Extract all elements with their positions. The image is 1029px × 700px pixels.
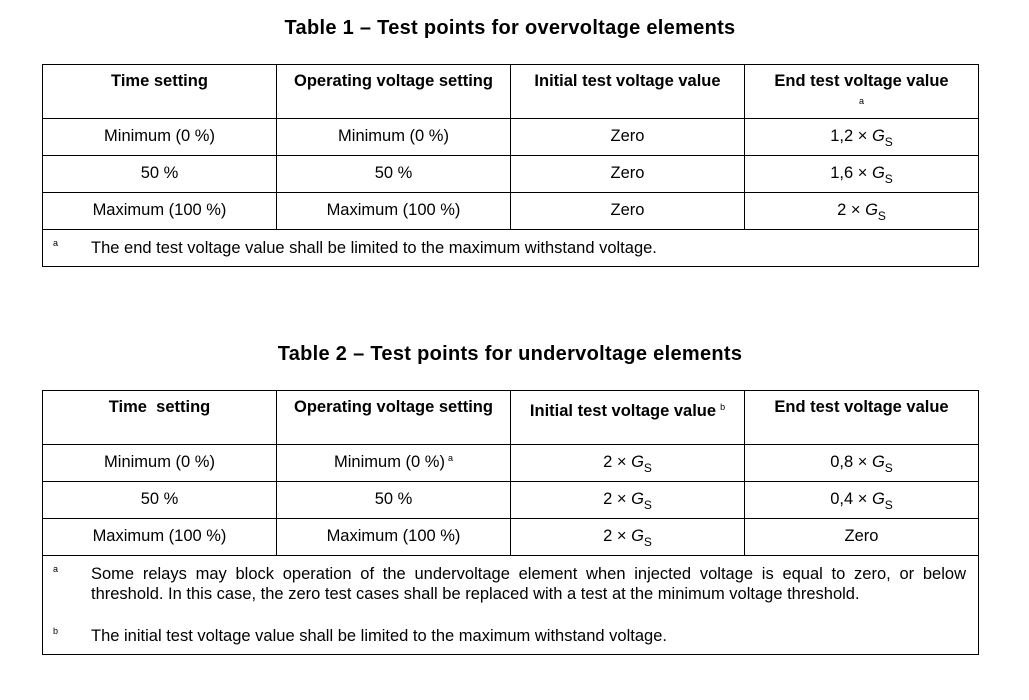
footnotes-cell xyxy=(43,230,979,267)
footnote-row xyxy=(43,556,979,655)
operating-cell: Maximum (100 %) xyxy=(277,193,511,230)
time-cell: Minimum (0 %) xyxy=(43,445,277,482)
end-cell: $0,8 \times G_S$ xyxy=(745,445,979,482)
table2-caption: Table 2 – Test points for undervoltage elements xyxy=(277,343,743,365)
footnote-text: The initial test voltage value shall be limited to the maximum withstand voltage. xyxy=(91,627,667,645)
initial-cell: $2 \times G_S$ xyxy=(511,482,745,519)
header-operating-voltage: Operating voltage setting xyxy=(277,391,511,445)
header-time-setting: Time setting xyxy=(43,65,277,119)
end-cell: $1,2 \times G_S$ xyxy=(745,119,979,156)
footnote-marker: a xyxy=(447,453,453,463)
header-operating-voltage: Operating voltage setting xyxy=(277,65,511,119)
footnotes-cell xyxy=(43,556,979,655)
undervoltage-test-points-table xyxy=(42,390,979,655)
header-end-test-voltage: End test voltage value xyxy=(745,391,979,445)
initial-cell: Zero xyxy=(511,156,745,193)
operating-cell: Maximum (100 %) xyxy=(277,519,511,556)
initial-cell: Zero xyxy=(511,193,745,230)
table-row xyxy=(43,156,979,193)
header-time-setting: Time setting xyxy=(43,391,277,445)
footnote-text: The end test voltage value shall be limited to the maximum withstand voltage. xyxy=(91,239,657,257)
table-row xyxy=(43,519,979,556)
footnote-b xyxy=(53,626,966,646)
table-header-row xyxy=(43,391,979,445)
table1-caption: Table 1 – Test points for overvoltage elements xyxy=(284,17,736,39)
table-header-row xyxy=(43,65,979,119)
initial-cell: $2 \times G_S$ xyxy=(511,519,745,556)
overvoltage-test-points-table xyxy=(42,64,979,267)
table-row xyxy=(43,482,979,519)
footnote-text: Some relays may block operation of the undervoltage element when injected voltage is equal to zero, or below threshold. In this case, the zero test cases shall be replaced with a test at the minimum voltage threshold. xyxy=(91,565,966,603)
end-cell: $0,4 \times G_S$ xyxy=(745,482,979,519)
time-cell: Maximum (100 %) xyxy=(43,519,277,556)
time-cell: Minimum (0 %) xyxy=(43,119,277,156)
time-cell: Maximum (100 %) xyxy=(43,193,277,230)
footnote-marker: a xyxy=(858,96,864,106)
end-cell: Zero xyxy=(745,519,979,556)
header-initial-test-voltage: Initial test voltage value $^b$ xyxy=(511,391,745,445)
table-row xyxy=(43,193,979,230)
footnote-a xyxy=(53,564,966,604)
footnote-row xyxy=(43,230,979,267)
table-row xyxy=(43,445,979,482)
footnote-a xyxy=(53,238,966,258)
end-cell: $2 \times G_S$ xyxy=(745,193,979,230)
footnote-key: a xyxy=(53,564,59,574)
footnote-marker: b xyxy=(720,402,726,412)
initial-cell: $2 \times G_S$ xyxy=(511,445,745,482)
operating-cell: Minimum (0 %) xyxy=(277,119,511,156)
header-end-test-voltage: End test voltage value $^a$ xyxy=(745,65,979,119)
footnote-key: a xyxy=(53,238,59,248)
end-cell: $1,6 \times G_S$ xyxy=(745,156,979,193)
operating-cell: 50 % xyxy=(277,156,511,193)
table-row xyxy=(43,119,979,156)
footnote-key: b xyxy=(53,626,59,636)
operating-cell: Minimum (0 %) $^a$ xyxy=(277,445,511,482)
header-initial-test-voltage: Initial test voltage value xyxy=(511,65,745,119)
time-cell: 50 % xyxy=(43,482,277,519)
operating-cell: 50 % xyxy=(277,482,511,519)
time-cell: 50 % xyxy=(43,156,277,193)
initial-cell: Zero xyxy=(511,119,745,156)
